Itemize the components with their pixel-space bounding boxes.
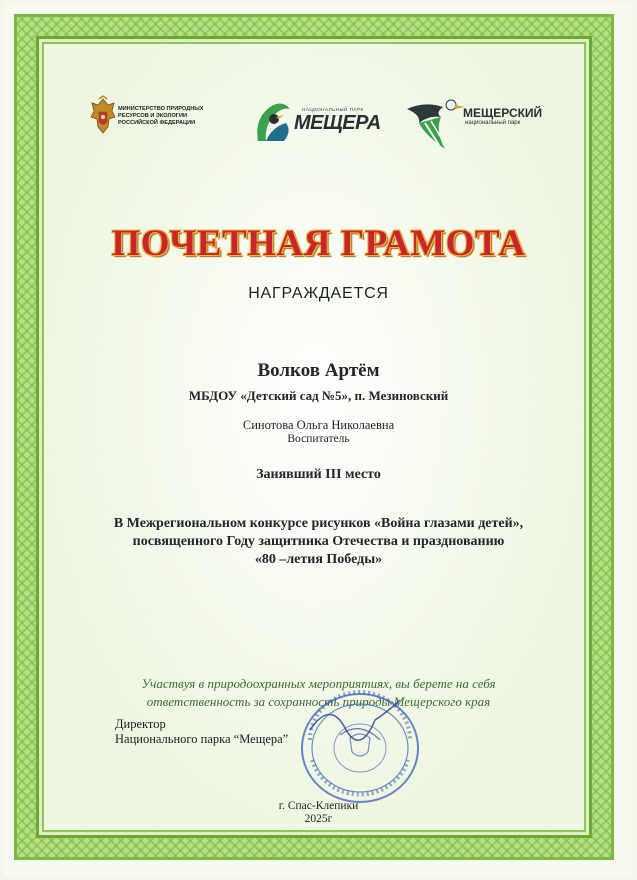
director-title: Директор <box>115 717 166 731</box>
recipient-school: МБДОУ «Детский сад №5», п. Мезиновский <box>188 388 449 403</box>
award-place: Занявший III место <box>256 467 381 482</box>
motto-line-2: ответственность за сохранность природы Мещерского края <box>146 694 491 709</box>
place-and-year <box>0 800 637 826</box>
logo-row <box>0 95 637 155</box>
year: 2025г <box>304 813 333 825</box>
handwritten-signature <box>300 690 410 750</box>
certificate-title: ПОЧЕТНАЯ ГРАМОТА <box>111 223 526 264</box>
ministry-line-2: РЕСУРСОВ И ЭКОЛОГИИ <box>118 113 188 119</box>
description-line-2: посвященного Году защитника Отечества и празднованию <box>132 534 505 549</box>
meshchersky-park-logo <box>405 97 555 155</box>
ministry-line-3: РОССИЙСКОЙ ФЕДЕРАЦИИ <box>118 120 196 126</box>
director-organization: Национального парка “Мещера” <box>115 732 289 746</box>
city: г. Спас-Клепики <box>278 800 359 812</box>
motto-line-1: Участвуя в природоохранных мероприятиях, вы берете на себя <box>141 676 496 691</box>
teacher-name: Синотова Ольга Николаевна <box>242 418 395 432</box>
crane-bird-icon <box>405 97 467 155</box>
recipient-name: Волков Артём <box>257 360 380 381</box>
park-logo-title: МЕЩЕРА <box>294 112 381 134</box>
meshchersky-logo-title: МЕЩЕРСКИЙ <box>463 106 543 120</box>
director-signature-block <box>115 717 288 747</box>
park-logo-subtitle: НАЦИОНАЛЬНЫЙ ПАРК <box>302 107 364 112</box>
contest-description <box>0 515 637 569</box>
coat-of-arms-icon <box>88 95 118 139</box>
description-line-3: «80 –летия Победы» <box>254 552 383 567</box>
ministry-logo <box>88 95 238 145</box>
teacher-role: Воспитатель <box>287 433 350 445</box>
description-line-1: В Межрегиональном конкурсе рисунков «Война глазами детей», <box>113 516 524 531</box>
heron-emblem-icon <box>252 97 296 147</box>
ministry-logo-text <box>118 106 238 127</box>
ministry-line-1: МИНИСТЕРСТВО ПРИРОДНЫХ <box>118 106 204 112</box>
meshchersky-logo-subtitle: национальный парк <box>465 120 521 126</box>
awarded-heading: НАГРАЖДАЕТСЯ <box>248 285 389 302</box>
meshchera-park-logo <box>250 95 390 151</box>
